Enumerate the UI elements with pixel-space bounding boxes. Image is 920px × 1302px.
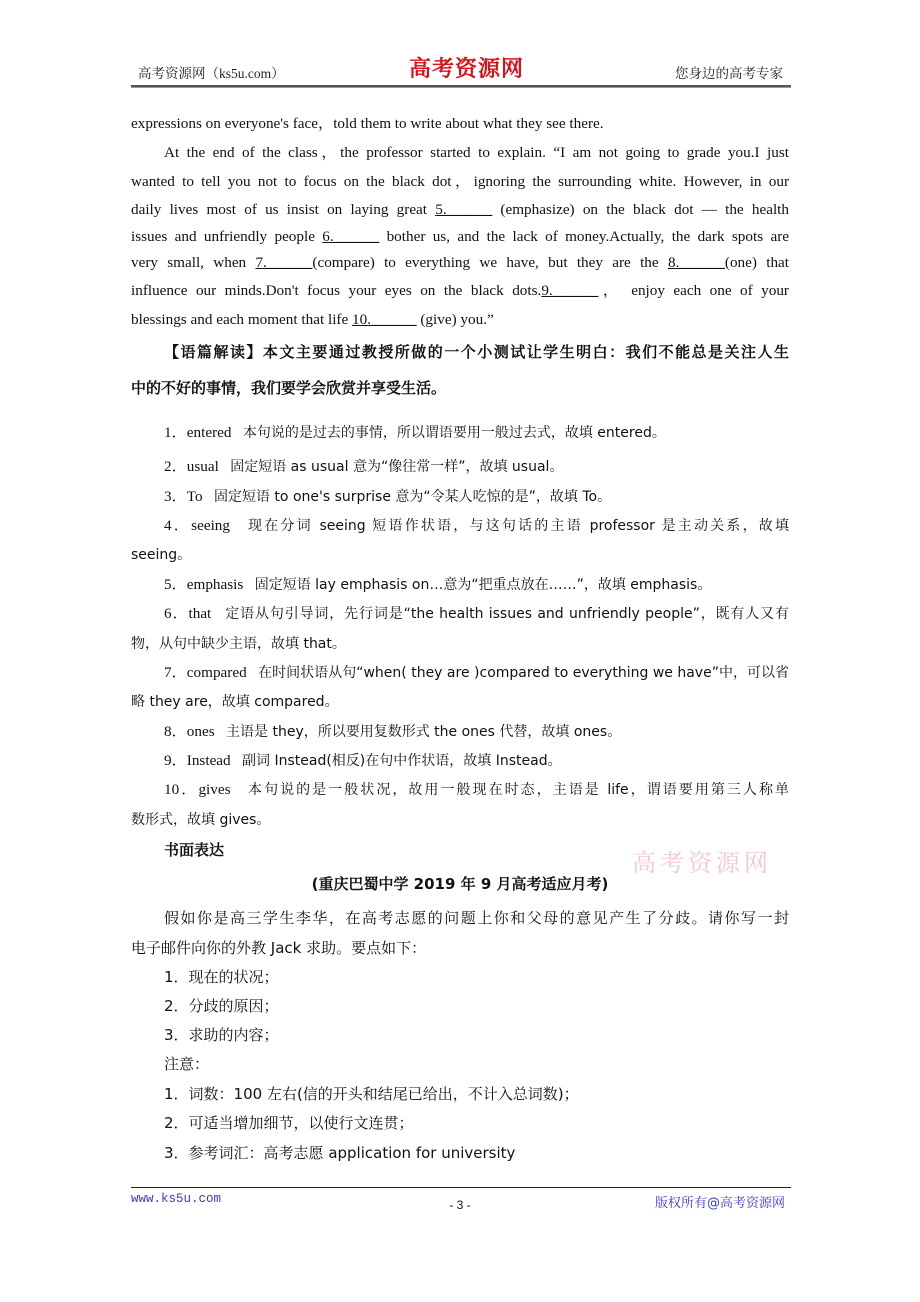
answer-item: 6．that 定语从句引导词，先行词是“the health issues and unfriendly people”，既有人又有 [164, 605, 790, 622]
analysis-title: 【语篇解读】 [164, 343, 263, 361]
note-item: 2．可适当增加细节，以使行文连贯； [164, 1114, 414, 1132]
notes-title: 注意： [164, 1055, 210, 1073]
blank-8: 8.______ [667, 254, 725, 271]
footer-copyright: 版权所有@高考资源网 [654, 1196, 785, 1211]
answer-item-cont: 略 they are，故填 compared。 [131, 694, 339, 710]
page-header [131, 52, 791, 88]
passage-line: expressions on everyone's face，told them to write about what they see there. [131, 115, 604, 132]
header-slogan: 您身边的高考专家 [675, 66, 783, 81]
note-item: 3．参考词汇：高考志愿 application for university [164, 1144, 516, 1162]
answer-item-cont: 物，从句中缺少主语，故填 that。 [131, 636, 346, 652]
analysis-line: 【语篇解读】本文主要通过教授所做的一个小测试让学生明白：我们不能总是关注人生 [164, 343, 789, 361]
header-logo: 高考资源网 [409, 56, 525, 82]
blank-10: 10.______ [352, 311, 417, 328]
answer-item: 4．seeing 现在分词 seeing 短语作状语，与这句话的主语 professor 是主动关系，故填 [164, 517, 789, 534]
analysis-line: 中的不好的事情，我们要学会欣赏并享受生活。 [131, 379, 447, 397]
answer-item: 8．ones 主语是 they，所以要用复数形式 the ones 代替，故填 ones。 [164, 723, 622, 740]
answer-item: 7．compared 在时间状语从句“when( they are )compared to everything we have”中，可以省 [164, 664, 790, 681]
answer-item: 9．Instead 副词 Instead(相反)在句中作状语，故填 Instead。 [164, 752, 562, 769]
blank-6: 6.______ [322, 228, 380, 245]
blank-7: 7.______ [255, 254, 313, 271]
writing-source: (重庆巴蜀中学 2019 年 9 月高考适应月考) [311, 875, 609, 893]
answer-item: 5．emphasis 固定短语 lay emphasis on…意为“把重点放在……”，故填 emphasis。 [164, 576, 712, 593]
writing-prompt: 电子邮件向你的外教 Jack 求助。要点如下： [131, 939, 427, 957]
footer-divider [131, 1187, 791, 1188]
answer-item: 10．gives 本句说的是一般状况，故用一般现在时态，主语是 life，谓语要用第三人称单 [164, 781, 790, 798]
passage-line: issues and unfriendly people 6.______ bother us, and the lack of money.Actually, the dark spots are [131, 228, 789, 245]
writing-point: 1．现在的状况； [164, 968, 279, 986]
passage-line: very small, when 7.______(compare) to everything we have, but they are the 8.______(one) that [131, 254, 789, 271]
page-number: - 3 - [449, 1198, 471, 1212]
passage-line: blessings and each moment that life 10.______ (give) you.” [131, 311, 494, 328]
passage-line: At the end of the class，the professor started to explain. “I am not going to grade you.I just [164, 144, 789, 161]
header-divider [131, 85, 791, 88]
writing-prompt: 假如你是高三学生李华，在高考志愿的问题上你和父母的意见产生了分歧。请你写一封 [164, 909, 789, 927]
answer-item: 3．To 固定短语 to one's surprise 意为“令某人吃惊的是”，故填 To。 [164, 488, 612, 505]
passage-line: wanted to tell you not to focus on the black dot，ignoring the surrounding white. However, in our [131, 173, 789, 190]
answer-item: 1．entered 本句说的是过去的事情，所以谓语要用一般过去式，故填 entered。 [164, 424, 666, 441]
writing-point: 2．分歧的原因； [164, 997, 279, 1015]
watermark: 高考资源网 [632, 849, 772, 877]
note-item: 1．词数：100 左右(信的开头和结尾已给出，不计入总词数)； [164, 1085, 579, 1103]
footer-site-link[interactable]: www.ks5u.com [131, 1192, 222, 1206]
blank-9: 9.______ [541, 282, 599, 299]
header-site-name: 高考资源网（ks5u.com） [138, 66, 285, 81]
section-title: 书面表达 [164, 841, 225, 859]
blank-5: 5.______ [435, 201, 493, 218]
writing-point: 3．求助的内容； [164, 1026, 279, 1044]
passage-line: daily lives most of us insist on laying great 5.______ (emphasize) on the black dot — the health [131, 201, 789, 218]
answer-item-cont: 数形式，故填 gives。 [131, 812, 271, 828]
answer-item: 2．usual 固定短语 as usual 意为“像往常一样”，故填 usual。 [164, 458, 564, 475]
passage-line: influence our minds.Don't focus your eyes on the black dots.9.______， enjoy each one of your [131, 282, 789, 299]
answer-item-cont: seeing。 [131, 547, 192, 563]
